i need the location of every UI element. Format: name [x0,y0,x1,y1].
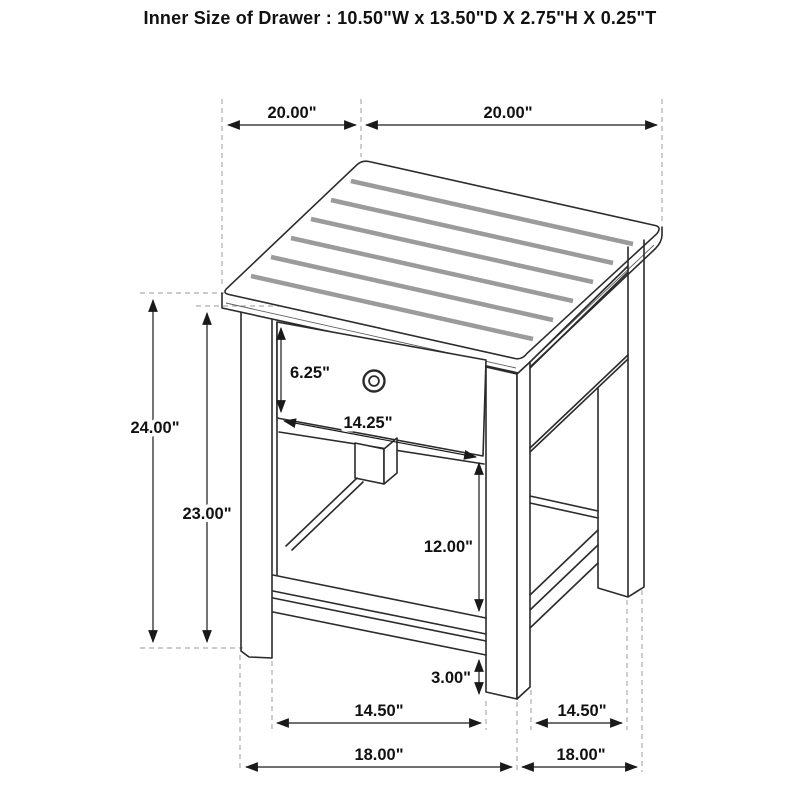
dim-side-outer-label: 18.00" [556,746,606,764]
dim-shelf-clearance [424,463,479,611]
dim-drawer-height-label: 6.25" [290,364,330,382]
shelf [273,478,486,634]
front-right-leg [486,362,530,699]
dim-overall-height-label: 24.00" [130,419,180,437]
table-drawing [222,161,662,699]
dim-front-inner-label: 14.50" [354,702,404,720]
dim-top-width [366,104,657,125]
dim-top-depth-label: 20.00" [267,104,317,122]
diagram-title: Inner Size of Drawer : 10.50"W x 13.50"D X 2.75"H X 0.25"T [143,8,657,28]
front-left-leg [241,312,277,658]
dim-leg-height [182,313,231,642]
dim-front-inner [277,702,481,723]
dim-drawer-width-label: 14.25" [343,414,393,432]
dim-front-outer [246,746,512,767]
dim-shelf-clearance-label: 12.00" [423,538,473,556]
dim-side-inner-label: 14.50" [557,702,607,720]
dim-side-outer [522,746,637,767]
dim-leg-height-label: 23.00" [182,505,232,523]
dim-top-width-label: 20.00" [483,104,533,122]
back-stretcher-lines [530,496,598,518]
dim-top-depth [228,104,356,125]
dim-foot-height [431,660,479,694]
side-stretcher [530,530,598,628]
dim-foot-height-label: 3.00" [431,669,471,687]
dim-side-inner [536,702,622,723]
front-stretcher [273,598,486,655]
dim-overall-height [130,300,179,642]
dim-front-outer-label: 18.00" [354,746,404,764]
shelf-back-edges [286,478,363,550]
back-leg [355,438,397,484]
